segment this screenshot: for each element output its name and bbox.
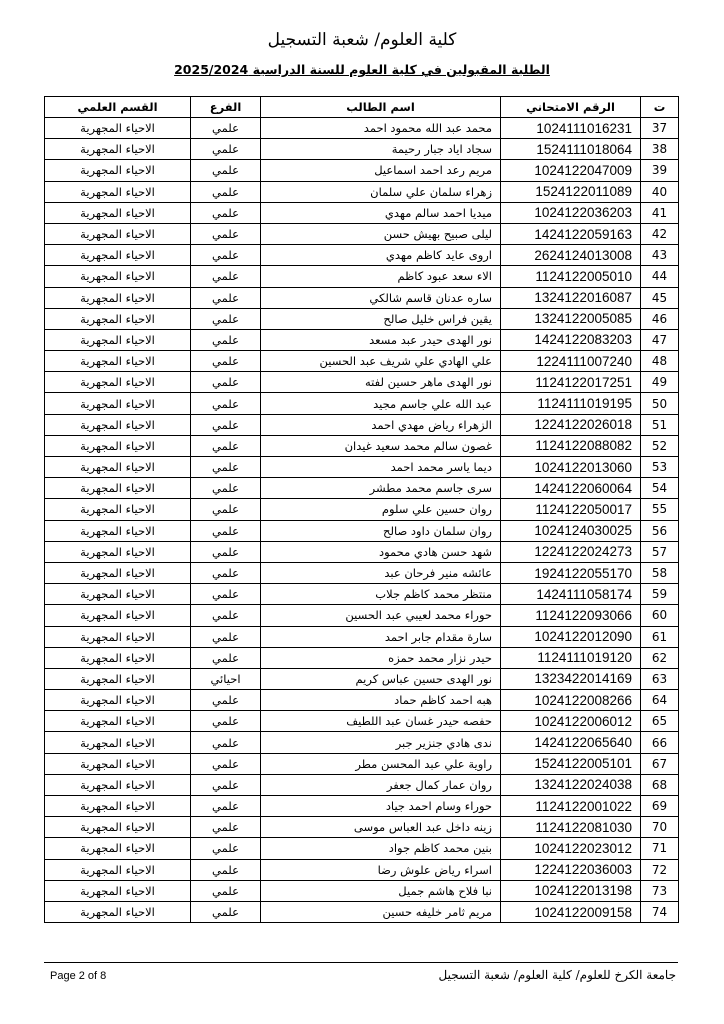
student-name: غصون سالم محمد سعيد غيدان bbox=[261, 435, 501, 456]
department: الاحياء المجهرية bbox=[45, 351, 191, 372]
department: الاحياء المجهرية bbox=[45, 202, 191, 223]
row-index: 52 bbox=[641, 435, 679, 456]
row-index: 54 bbox=[641, 478, 679, 499]
department: الاحياء المجهرية bbox=[45, 329, 191, 350]
student-name: سجاد اياد جبار رحيمة bbox=[261, 139, 501, 160]
table-row bbox=[45, 202, 679, 223]
row-index: 64 bbox=[641, 690, 679, 711]
department: الاحياء المجهرية bbox=[45, 181, 191, 202]
table-row bbox=[45, 266, 679, 287]
table-row bbox=[45, 520, 679, 541]
department: الاحياء المجهرية bbox=[45, 753, 191, 774]
table-row bbox=[45, 118, 679, 139]
student-name: ساره عدنان قاسم شالكي bbox=[261, 287, 501, 308]
department: الاحياء المجهرية bbox=[45, 584, 191, 605]
row-index: 74 bbox=[641, 901, 679, 922]
student-name: عائشه منير فرحان عبد bbox=[261, 562, 501, 583]
department: الاحياء المجهرية bbox=[45, 774, 191, 795]
page-title: الطلبة المقبولين في كلية العلوم للسنة الدراسية 2025/2024 bbox=[174, 62, 550, 77]
table-row bbox=[45, 414, 679, 435]
table-row bbox=[45, 499, 679, 520]
row-index: 57 bbox=[641, 541, 679, 562]
table-row bbox=[45, 393, 679, 414]
department: الاحياء المجهرية bbox=[45, 880, 191, 901]
table-body bbox=[45, 118, 679, 923]
department: الاحياء المجهرية bbox=[45, 308, 191, 329]
exam-number: 1124111019195 bbox=[501, 393, 641, 414]
student-name: محمد عبد الله محمود احمد bbox=[261, 118, 501, 139]
row-index: 47 bbox=[641, 329, 679, 350]
exam-number: 1024122047009 bbox=[501, 160, 641, 181]
department: الاحياء المجهرية bbox=[45, 541, 191, 562]
row-index: 49 bbox=[641, 372, 679, 393]
footer-signature: جامعة الكرخ للعلوم/ كلية العلوم/ شعبة التسجيل bbox=[438, 968, 676, 982]
exam-number: 1224111007240 bbox=[501, 351, 641, 372]
department: الاحياء المجهرية bbox=[45, 520, 191, 541]
exam-number: 1924122055170 bbox=[501, 562, 641, 583]
branch: علمي bbox=[191, 308, 261, 329]
row-index: 50 bbox=[641, 393, 679, 414]
row-index: 39 bbox=[641, 160, 679, 181]
branch: علمي bbox=[191, 880, 261, 901]
branch: علمي bbox=[191, 817, 261, 838]
col-header-branch: الفرع bbox=[191, 97, 261, 118]
exam-number: 1323422014169 bbox=[501, 668, 641, 689]
student-name: روان عمار كمال جعفر bbox=[261, 774, 501, 795]
branch: علمي bbox=[191, 859, 261, 880]
branch: علمي bbox=[191, 181, 261, 202]
branch: احيائي bbox=[191, 668, 261, 689]
table-row bbox=[45, 351, 679, 372]
row-index: 45 bbox=[641, 287, 679, 308]
exam-number: 1124122093066 bbox=[501, 605, 641, 626]
exam-number: 1024124030025 bbox=[501, 520, 641, 541]
table-row bbox=[45, 223, 679, 244]
branch: علمي bbox=[191, 626, 261, 647]
student-name: عبد الله علي جاسم مجيد bbox=[261, 393, 501, 414]
branch: علمي bbox=[191, 245, 261, 266]
student-name: نبا فلاح هاشم جميل bbox=[261, 880, 501, 901]
table-row bbox=[45, 584, 679, 605]
student-name: زينه داخل عبد العباس موسى bbox=[261, 817, 501, 838]
department: الاحياء المجهرية bbox=[45, 223, 191, 244]
branch: علمي bbox=[191, 796, 261, 817]
branch: علمي bbox=[191, 562, 261, 583]
exam-number: 1024122006012 bbox=[501, 711, 641, 732]
row-index: 67 bbox=[641, 753, 679, 774]
exam-number: 1324122024038 bbox=[501, 774, 641, 795]
row-index: 40 bbox=[641, 181, 679, 202]
exam-number: 1124122005010 bbox=[501, 266, 641, 287]
exam-number: 1124122001022 bbox=[501, 796, 641, 817]
branch: علمي bbox=[191, 160, 261, 181]
student-name: روان حسين علي سلوم bbox=[261, 499, 501, 520]
table-row bbox=[45, 139, 679, 160]
table-row bbox=[45, 329, 679, 350]
branch: علمي bbox=[191, 414, 261, 435]
exam-number: 1324122005085 bbox=[501, 308, 641, 329]
row-index: 53 bbox=[641, 457, 679, 478]
table-row bbox=[45, 647, 679, 668]
table-row bbox=[45, 732, 679, 753]
row-index: 69 bbox=[641, 796, 679, 817]
exam-number: 1524122005101 bbox=[501, 753, 641, 774]
student-name: سارة مقدام جابر احمد bbox=[261, 626, 501, 647]
table-row bbox=[45, 668, 679, 689]
branch: علمي bbox=[191, 139, 261, 160]
table-row bbox=[45, 541, 679, 562]
branch: علمي bbox=[191, 266, 261, 287]
student-name: ندى هادي جنزير جبر bbox=[261, 732, 501, 753]
table-row bbox=[45, 562, 679, 583]
table-row bbox=[45, 626, 679, 647]
branch: علمي bbox=[191, 351, 261, 372]
branch: علمي bbox=[191, 393, 261, 414]
table-row bbox=[45, 287, 679, 308]
page-number: Page 2 of 8 bbox=[50, 970, 107, 982]
student-name: شهد حسن هادي محمود bbox=[261, 541, 501, 562]
branch: علمي bbox=[191, 372, 261, 393]
student-name: ليلى صبيح بهيش حسن bbox=[261, 223, 501, 244]
department: الاحياء المجهرية bbox=[45, 139, 191, 160]
department: الاحياء المجهرية bbox=[45, 711, 191, 732]
department: الاحياء المجهرية bbox=[45, 499, 191, 520]
department: الاحياء المجهرية bbox=[45, 393, 191, 414]
row-index: 41 bbox=[641, 202, 679, 223]
row-index: 68 bbox=[641, 774, 679, 795]
students-table bbox=[44, 96, 679, 923]
department: الاحياء المجهرية bbox=[45, 245, 191, 266]
student-name: حفصه حيدر غسان عبد اللطيف bbox=[261, 711, 501, 732]
branch: علمي bbox=[191, 499, 261, 520]
student-name: اسراء رياض علوش رضا bbox=[261, 859, 501, 880]
department: الاحياء المجهرية bbox=[45, 732, 191, 753]
row-index: 42 bbox=[641, 223, 679, 244]
student-name: روان سلمان داود صالح bbox=[261, 520, 501, 541]
branch: علمي bbox=[191, 605, 261, 626]
branch: علمي bbox=[191, 435, 261, 456]
department: الاحياء المجهرية bbox=[45, 562, 191, 583]
branch: علمي bbox=[191, 478, 261, 499]
row-index: 59 bbox=[641, 584, 679, 605]
table-row bbox=[45, 774, 679, 795]
row-index: 55 bbox=[641, 499, 679, 520]
row-index: 43 bbox=[641, 245, 679, 266]
row-index: 70 bbox=[641, 817, 679, 838]
exam-number: 1424111058174 bbox=[501, 584, 641, 605]
department: الاحياء المجهرية bbox=[45, 626, 191, 647]
student-name: نور الهدى حيدر عبد مسعد bbox=[261, 329, 501, 350]
branch: علمي bbox=[191, 457, 261, 478]
table-row bbox=[45, 690, 679, 711]
student-name: اروى عايد كاظم مهدي bbox=[261, 245, 501, 266]
department: الاحياء المجهرية bbox=[45, 647, 191, 668]
table-row bbox=[45, 753, 679, 774]
exam-number: 1524111018064 bbox=[501, 139, 641, 160]
table-row bbox=[45, 308, 679, 329]
branch: علمي bbox=[191, 287, 261, 308]
student-name: مريم ثامر خليفه حسين bbox=[261, 901, 501, 922]
exam-number: 1324122016087 bbox=[501, 287, 641, 308]
student-name: علي الهادي علي شريف عبد الحسين bbox=[261, 351, 501, 372]
exam-number: 1024111016231 bbox=[501, 118, 641, 139]
table-row bbox=[45, 859, 679, 880]
table-row bbox=[45, 181, 679, 202]
branch: علمي bbox=[191, 901, 261, 922]
branch: علمي bbox=[191, 732, 261, 753]
student-name: نور الهدى حسين عباس كريم bbox=[261, 668, 501, 689]
exam-number: 2624124013008 bbox=[501, 245, 641, 266]
branch: علمي bbox=[191, 774, 261, 795]
department: الاحياء المجهرية bbox=[45, 118, 191, 139]
student-name: حوراء وسام احمد جياد bbox=[261, 796, 501, 817]
footer-divider bbox=[44, 962, 678, 963]
exam-number: 1024122036203 bbox=[501, 202, 641, 223]
exam-number: 1524122011089 bbox=[501, 181, 641, 202]
department: الاحياء المجهرية bbox=[45, 690, 191, 711]
student-name: الاء سعد عبود كاظم bbox=[261, 266, 501, 287]
table-row bbox=[45, 796, 679, 817]
department: الاحياء المجهرية bbox=[45, 838, 191, 859]
table-row bbox=[45, 160, 679, 181]
student-name: ميديا احمد سالم مهدي bbox=[261, 202, 501, 223]
exam-number: 1024122008266 bbox=[501, 690, 641, 711]
student-name: حيدر نزار محمد حمزه bbox=[261, 647, 501, 668]
col-header-student-name: اسم الطالب bbox=[261, 97, 501, 118]
row-index: 66 bbox=[641, 732, 679, 753]
table-row bbox=[45, 245, 679, 266]
branch: علمي bbox=[191, 838, 261, 859]
row-index: 37 bbox=[641, 118, 679, 139]
exam-number: 1124122017251 bbox=[501, 372, 641, 393]
exam-number: 1024122013060 bbox=[501, 457, 641, 478]
table-header-row bbox=[45, 97, 679, 118]
row-index: 58 bbox=[641, 562, 679, 583]
row-index: 61 bbox=[641, 626, 679, 647]
department: الاحياء المجهرية bbox=[45, 287, 191, 308]
student-name: مريم رعد احمد اسماعيل bbox=[261, 160, 501, 181]
row-index: 56 bbox=[641, 520, 679, 541]
student-name: ديما ياسر محمد احمد bbox=[261, 457, 501, 478]
table-row bbox=[45, 711, 679, 732]
table-row bbox=[45, 838, 679, 859]
col-header-exam-number: الرقم الامتحاني bbox=[501, 97, 641, 118]
table-row bbox=[45, 372, 679, 393]
department: الاحياء المجهرية bbox=[45, 817, 191, 838]
exam-number: 1124111019120 bbox=[501, 647, 641, 668]
department: الاحياء المجهرية bbox=[45, 160, 191, 181]
department: الاحياء المجهرية bbox=[45, 457, 191, 478]
branch: علمي bbox=[191, 711, 261, 732]
exam-number: 1024122009158 bbox=[501, 901, 641, 922]
department: الاحياء المجهرية bbox=[45, 372, 191, 393]
branch: علمي bbox=[191, 118, 261, 139]
exam-number: 1124122050017 bbox=[501, 499, 641, 520]
department: الاحياء المجهرية bbox=[45, 414, 191, 435]
exam-number: 1024122012090 bbox=[501, 626, 641, 647]
department: الاحياء المجهرية bbox=[45, 796, 191, 817]
department: الاحياء المجهرية bbox=[45, 859, 191, 880]
col-header-index: ت bbox=[641, 97, 679, 118]
student-name: يقين فراس خليل صالح bbox=[261, 308, 501, 329]
student-name: هبه احمد كاظم حماد bbox=[261, 690, 501, 711]
branch: علمي bbox=[191, 753, 261, 774]
student-name: بنين محمد كاظم جواد bbox=[261, 838, 501, 859]
department: الاحياء المجهرية bbox=[45, 605, 191, 626]
table-row bbox=[45, 435, 679, 456]
table-row bbox=[45, 817, 679, 838]
exam-number: 1424122060064 bbox=[501, 478, 641, 499]
row-index: 38 bbox=[641, 139, 679, 160]
branch: علمي bbox=[191, 223, 261, 244]
row-index: 51 bbox=[641, 414, 679, 435]
row-index: 44 bbox=[641, 266, 679, 287]
exam-number: 1424122083203 bbox=[501, 329, 641, 350]
branch: علمي bbox=[191, 329, 261, 350]
department: الاحياء المجهرية bbox=[45, 668, 191, 689]
row-index: 62 bbox=[641, 647, 679, 668]
student-name: حوراء محمد لعيبي عبد الحسين bbox=[261, 605, 501, 626]
branch: علمي bbox=[191, 202, 261, 223]
branch: علمي bbox=[191, 520, 261, 541]
student-name: راوية علي عبد المحسن مطر bbox=[261, 753, 501, 774]
exam-number: 1424122059163 bbox=[501, 223, 641, 244]
department: الاحياء المجهرية bbox=[45, 901, 191, 922]
table-row bbox=[45, 478, 679, 499]
branch: علمي bbox=[191, 584, 261, 605]
table-row bbox=[45, 605, 679, 626]
row-index: 71 bbox=[641, 838, 679, 859]
student-name: الزهراء رياض مهدي احمد bbox=[261, 414, 501, 435]
row-index: 73 bbox=[641, 880, 679, 901]
table-row bbox=[45, 880, 679, 901]
department: الاحياء المجهرية bbox=[45, 478, 191, 499]
department: الاحياء المجهرية bbox=[45, 266, 191, 287]
row-index: 65 bbox=[641, 711, 679, 732]
exam-number: 1424122065640 bbox=[501, 732, 641, 753]
row-index: 63 bbox=[641, 668, 679, 689]
row-index: 46 bbox=[641, 308, 679, 329]
table-row bbox=[45, 457, 679, 478]
branch: علمي bbox=[191, 647, 261, 668]
exam-number: 1024122013198 bbox=[501, 880, 641, 901]
col-header-department: القسم العلمي bbox=[45, 97, 191, 118]
row-index: 48 bbox=[641, 351, 679, 372]
exam-number: 1224122036003 bbox=[501, 859, 641, 880]
student-name: نور الهدى ماهر حسين لفته bbox=[261, 372, 501, 393]
branch: علمي bbox=[191, 690, 261, 711]
exam-number: 1124122088082 bbox=[501, 435, 641, 456]
exam-number: 1024122023012 bbox=[501, 838, 641, 859]
table-row bbox=[45, 901, 679, 922]
exam-number: 1224122026018 bbox=[501, 414, 641, 435]
exam-number: 1124122081030 bbox=[501, 817, 641, 838]
student-name: سرى جاسم محمد مطشر bbox=[261, 478, 501, 499]
row-index: 72 bbox=[641, 859, 679, 880]
student-name: زهراء سلمان علي سلمان bbox=[261, 181, 501, 202]
header-title: كلية العلوم/ شعبة التسجيل bbox=[267, 30, 457, 50]
exam-number: 1224122024273 bbox=[501, 541, 641, 562]
row-index: 60 bbox=[641, 605, 679, 626]
student-name: منتظر محمد كاظم جلاب bbox=[261, 584, 501, 605]
branch: علمي bbox=[191, 541, 261, 562]
department: الاحياء المجهرية bbox=[45, 435, 191, 456]
